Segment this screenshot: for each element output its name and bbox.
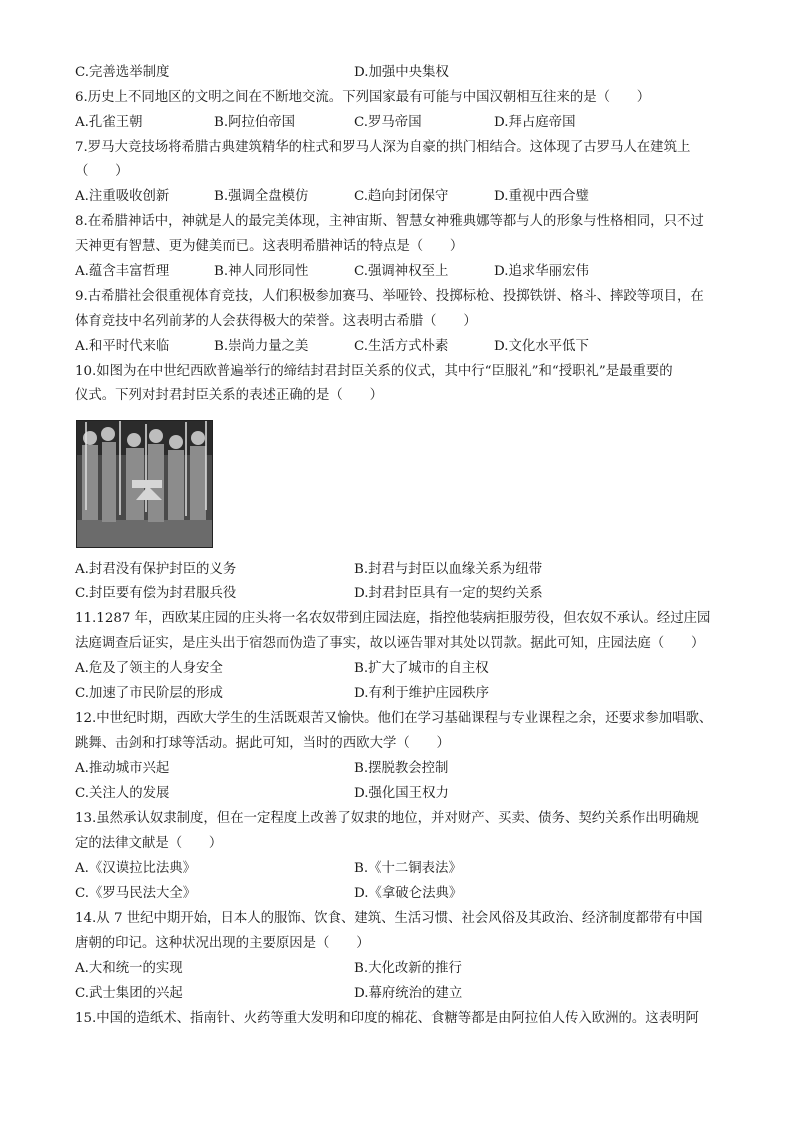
q6-option-d: D.拜占庭帝国 (494, 115, 576, 130)
q14-stem-line1: 14.从 7 世纪中期开始，日本人的服饰、饮食、建筑、生活习惯、社会风俗及其政治、经济制度都带有中国 (75, 911, 703, 926)
q10-option-a: A.封君没有保护封臣的义务 (75, 562, 237, 577)
q14-option-a: A.大和统一的实现 (75, 961, 183, 976)
q11-stem-line1: 11.1287 年，西欧某庄园的庄头将一名农奴带到庄园法庭，指控他装病拒服劳役，但农奴不承认。经过庄园 (75, 611, 711, 626)
q6-stem: 6.历史上不同地区的文明之间在不断地交流。下列国家最有可能与中国汉朝相互往来的是（ ） (75, 90, 651, 105)
q10-option-d: D.封君封臣具有一定的契约关系 (354, 586, 543, 601)
q12-option-b: B.摆脱教会控制 (354, 761, 449, 776)
q14-option-b: B.大化改新的推行 (354, 961, 462, 976)
q6-option-c: C.罗马帝国 (354, 115, 422, 130)
q11-option-a: A.危及了领主的人身安全 (75, 661, 223, 676)
q7-stem-line2: （ ） (75, 164, 129, 179)
q13-stem-line1: 13.虽然承认奴隶制度，但在一定程度上改善了奴隶的地位，并对财产、买卖、债务、契约关系作出明确规 (75, 811, 699, 826)
q13-option-c: C.《罗马民法大全》 (75, 886, 197, 901)
q6-option-a: A.孔雀王朝 (75, 115, 143, 130)
q15-stem-line1: 15.中国的造纸术、指南针、火药等重大发明和印度的棉花、食糖等都是由阿拉伯人传入欧洲的。这表明阿 (75, 1011, 699, 1026)
q7-option-c: C.趋向封闭保守 (354, 189, 449, 204)
q10-stem-line1: 10.如图为在中世纪西欧普遍举行的缔结封君封臣关系的仪式，其中行“臣服礼”和“授职礼”是最重要的 (75, 364, 673, 379)
q12-option-a: A.推动城市兴起 (75, 761, 170, 776)
q10-stem-line2: 仪式。下列对封君封臣关系的表述正确的是（ ） (75, 388, 383, 403)
q12-option-c: C.关注人的发展 (75, 786, 170, 801)
q11-option-d: D.有利于维护庄园秩序 (354, 686, 490, 701)
q10-option-c: C.封臣要有偿为封君服兵役 (75, 586, 237, 601)
q10-option-b: B.封君与封臣以血缘关系为纽带 (354, 562, 543, 577)
q8-stem-line2: 天神更有智慧、更为健美而已。这表明希腊神话的特点是（ ） (75, 239, 464, 254)
q5-option-c: C.完善选举制度 (75, 65, 170, 80)
q8-option-d: D.追求华丽宏伟 (494, 264, 589, 279)
q7-option-b: B.强调全盘模仿 (214, 189, 309, 204)
q12-option-d: D.强化国王权力 (354, 786, 449, 801)
q9-stem-line1: 9.古希腊社会很重视体育竞技，人们积极参加赛马、举哑铃、投掷标枪、投掷铁饼、格斗、摔跤等项目，在 (75, 289, 704, 304)
q9-option-c: C.生活方式朴素 (354, 339, 449, 354)
q13-option-a: A.《汉谟拉比法典》 (75, 861, 197, 876)
q7-option-a: A.注重吸收创新 (75, 189, 170, 204)
q9-option-d: D.文化水平低下 (494, 339, 589, 354)
q11-stem-line2: 法庭调查后证实，是庄头出于宿怨而伪造了事实，故以诬告罪对其处以罚款。据此可知，庄园法庭（ ） (75, 636, 705, 651)
q12-stem-line2: 跳舞、击剑和打球等活动。据此可知，当时的西欧大学（ ） (75, 736, 450, 751)
q8-option-a: A.蕴含丰富哲理 (75, 264, 170, 279)
q8-option-c: C.强调神权至上 (354, 264, 449, 279)
q9-option-a: A.和平时代来临 (75, 339, 170, 354)
q8-option-b: B.神人同形同性 (214, 264, 309, 279)
homage-ceremony-illustration (76, 420, 213, 548)
q14-option-c: C.武士集团的兴起 (75, 986, 183, 1001)
q13-stem-line2: 定的法律文献是（ ） (75, 836, 223, 851)
q8-stem-line1: 8.在希腊神话中，神就是人的最完美体现，主神宙斯、智慧女神雅典娜等都与人的形象与性格相同，只不过 (75, 214, 704, 229)
q13-option-b: B.《十二铜表法》 (354, 861, 462, 876)
q14-stem-line2: 唐朝的印记。这种状况出现的主要原因是（ ） (75, 936, 370, 951)
q13-option-d: D.《拿破仑法典》 (354, 886, 463, 901)
q5-option-d: D.加强中央集权 (354, 65, 449, 80)
q14-option-d: D.幕府统治的建立 (354, 986, 463, 1001)
q7-stem-line1: 7.罗马大竞技场将希腊古典建筑精华的柱式和罗马人深为自豪的拱门相结合。这体现了古罗马人在建筑上 (75, 140, 691, 155)
q7-option-d: D.重视中西合璧 (494, 189, 589, 204)
q9-stem-line2: 体育竞技中名列前茅的人会获得极大的荣誉。这表明古希腊（ ） (75, 314, 477, 329)
q12-stem-line1: 12.中世纪时期，西欧大学生的生活既艰苦又愉快。他们在学习基础课程与专业课程之余，还要求参加唱歌、 (75, 711, 713, 726)
q9-option-b: B.崇尚力量之美 (214, 339, 309, 354)
q11-option-b: B.扩大了城市的自主权 (354, 661, 489, 676)
q6-option-b: B.阿拉伯帝国 (214, 115, 296, 130)
q11-option-c: C.加速了市民阶层的形成 (75, 686, 223, 701)
